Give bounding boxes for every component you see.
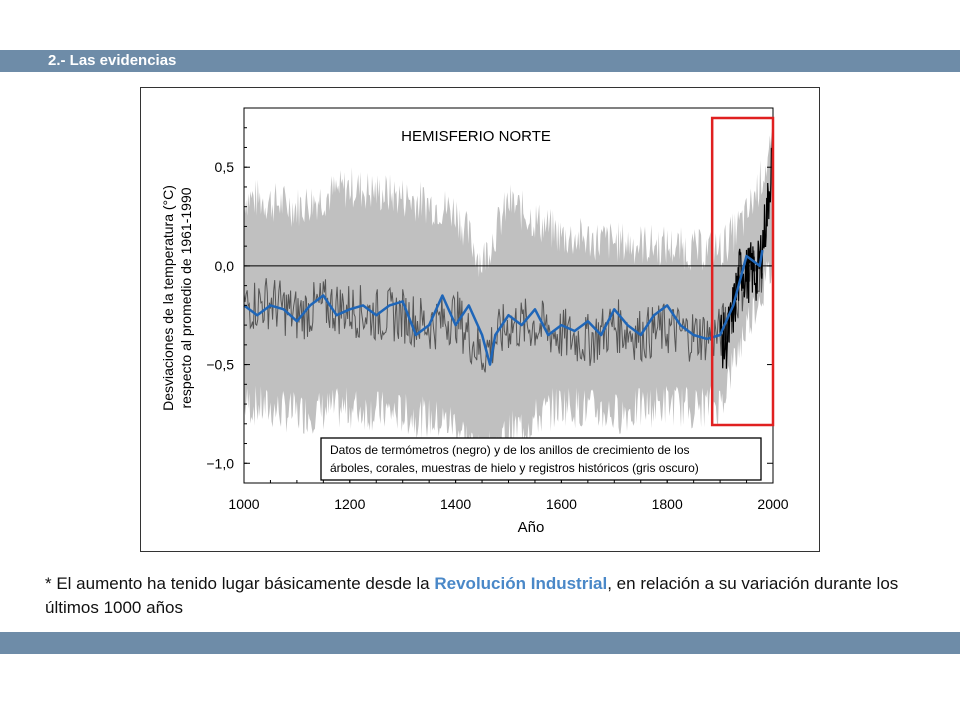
y-axis-label-line2: respecto al promedio de 1961-1990: [178, 187, 194, 409]
header-bar: [0, 50, 960, 72]
y-tick-label: −1,0: [206, 455, 234, 472]
uncertainty-band: [244, 128, 773, 477]
x-tick-label: 1400: [440, 496, 472, 512]
temperature-chart: [141, 88, 819, 551]
x-tick-label: 1800: [651, 496, 683, 512]
footer-bar: [0, 632, 960, 654]
slide-title: 2.- Las evidencias: [48, 52, 177, 69]
x-tick-label: 1600: [545, 496, 577, 512]
chart-title: HEMISFERIO NORTE: [401, 128, 551, 145]
caption-highlight: Revolución Industrial: [434, 574, 608, 593]
y-tick-label: 0,5: [214, 159, 234, 176]
caption-prefix: * El aumento ha tenido lugar básicamente desde la: [45, 574, 435, 593]
legend-line-1: Datos de termómetros (negro) y de los anillos de crecimiento de los: [330, 443, 690, 457]
x-axis-label: Año: [517, 519, 545, 536]
y-tick-label: 0,0: [214, 257, 234, 274]
chart-frame: [140, 87, 820, 552]
y-tick-label: −0,5: [206, 356, 234, 373]
caption-text: [45, 572, 925, 620]
x-tick-label: 1200: [334, 496, 366, 512]
x-tick-label: 1000: [228, 496, 260, 512]
y-axis-label-line1: Desviaciones de la temperatura (°C): [160, 185, 176, 411]
caption-suffix: , en relación a su variación durante los últimos 1000 años: [45, 574, 899, 617]
legend-line-2: árboles, corales, muestras de hielo y registros históricos (gris oscuro): [330, 461, 699, 475]
x-tick-label: 2000: [757, 496, 789, 512]
